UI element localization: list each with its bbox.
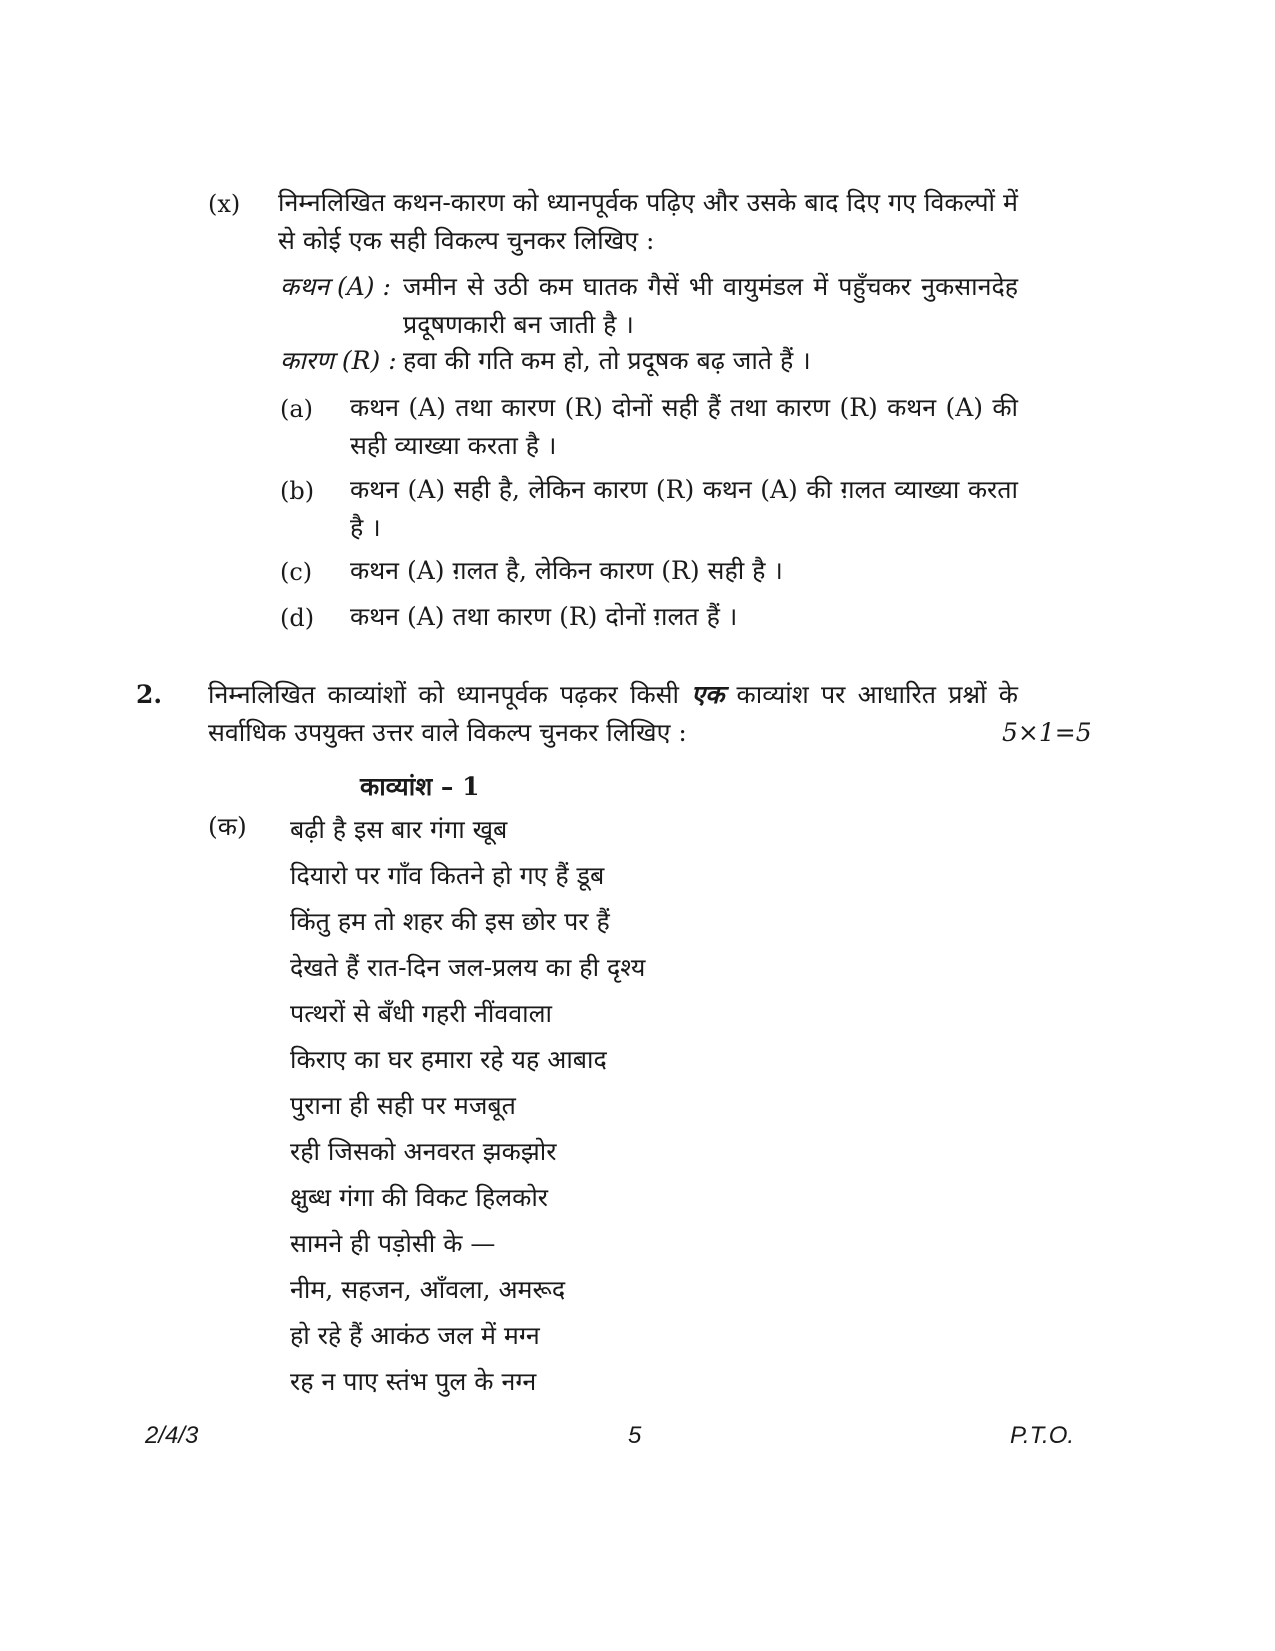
paper-code: 2/4/3 [145, 1422, 199, 1449]
instruction-emphasis: एक [691, 680, 725, 709]
option-text-a: कथन (A) तथा कारण (R) दोनों सही हैं तथा कारण (R) कथन (A) की सही व्याख्या करता है । [350, 393, 1018, 460]
question-label-x: (x) [208, 190, 241, 218]
reason-label: कारण (R) : [280, 346, 397, 375]
poem-line: रह न पाए स्तंभ पुल के नग्न [290, 1367, 537, 1396]
page-number: 5 [628, 1422, 642, 1449]
poem-line: हो रहे हैं आकंठ जल में मग्न [290, 1321, 540, 1350]
option-label-d: (d) [280, 604, 315, 632]
option-text-b: कथन (A) सही है, लेकिन कारण (R) कथन (A) की ग़लत व्याख्या करता है । [350, 475, 1018, 542]
instruction-part2: काव्यांश पर आधारित प्रश्नों के सर्वाधिक उपयुक्त उत्तर वाले विकल्प चुनकर लिखिए : [208, 680, 1019, 747]
passage-label: (क) [208, 812, 247, 841]
poem-line: बढ़ी है इस बार गंगा खूब [290, 815, 508, 844]
question-2-instruction [208, 676, 1018, 752]
poem-line: देखते हैं रात-दिन जल-प्रलय का ही दृश्य [290, 953, 646, 982]
poem-line: रही जिसको अनवरत झकझोर [290, 1137, 557, 1166]
assertion-label: कथन (A) : [280, 272, 391, 301]
poem-line: सामने ही पड़ोसी के — [290, 1229, 496, 1258]
marks: 5×1=5 [1002, 718, 1092, 747]
poem-line: किंतु हम तो शहर की इस छोर पर हैं [290, 907, 610, 936]
option-text-c: कथन (A) ग़लत है, लेकिन कारण (R) सही है । [350, 556, 783, 585]
reason-text: हवा की गति कम हो, तो प्रदूषक बढ़ जाते हैं । [403, 346, 811, 375]
option-text-d: कथन (A) तथा कारण (R) दोनों ग़लत हैं । [350, 602, 738, 631]
poem-line: नीम, सहजन, आँवला, अमरूद [290, 1275, 566, 1304]
poem-line: पत्थरों से बँधी गहरी नींववाला [290, 999, 553, 1028]
poem-line: क्षुब्ध गंगा की विकट हिलकोर [290, 1183, 549, 1212]
poem-line: दियारो पर गाँव कितने हो गए हैं डूब [290, 861, 605, 890]
poem-line: किराए का घर हमारा रहे यह आबाद [290, 1045, 607, 1074]
question-x-instruction: निम्नलिखित कथन-कारण को ध्यानपूर्वक पढ़िए और उसके बाद दिए गए विकल्पों में से कोई एक सही विकल्प चुनकर लिखिए : [278, 188, 1018, 255]
instruction-part1: निम्नलिखित काव्यांशों को ध्यानपूर्वक पढ़कर किसी [208, 680, 680, 709]
pto-note: P.T.O. [1010, 1422, 1075, 1449]
option-label-c: (c) [280, 558, 313, 586]
option-label-a: (a) [280, 395, 314, 423]
poem-line: पुराना ही सही पर मजबूत [290, 1091, 516, 1120]
assertion-text: जमीन से उठी कम घातक गैसें भी वायुमंडल में पहुँचकर नुकसानदेह प्रदूषणकारी बन जाती है । [403, 272, 1018, 339]
question-number-2: 2. [136, 680, 163, 709]
passage-title: काव्यांश – 1 [360, 772, 480, 801]
option-label-b: (b) [280, 477, 315, 505]
